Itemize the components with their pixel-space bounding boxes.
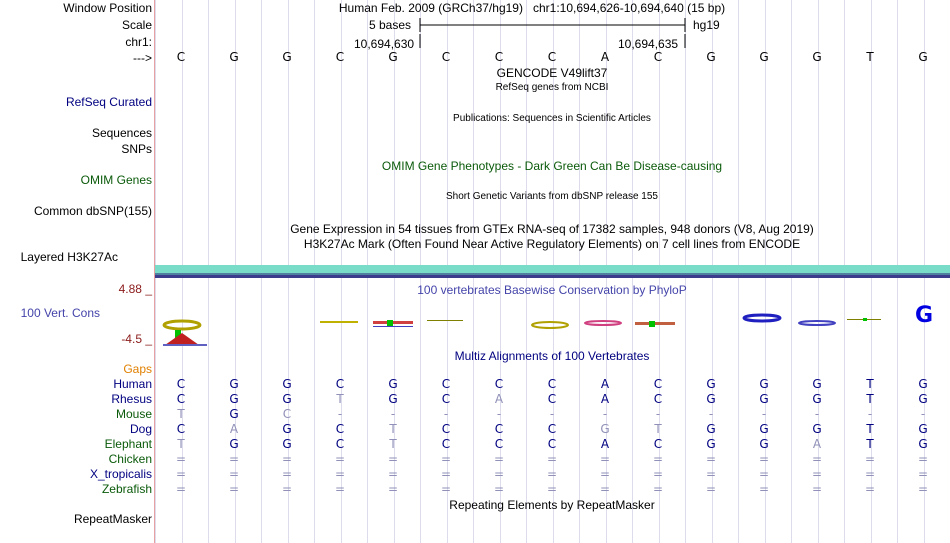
repeatmasker-label[interactable]: RepeatMasker [73,512,152,526]
alignment-base: T [177,437,185,451]
alignment-base: T [866,422,874,436]
reference-base: G [812,50,822,64]
alignment-base: = [758,452,770,466]
alignment-base: A [812,437,822,451]
track-label-column [0,0,154,543]
alignment-base: G [282,377,292,391]
alignment-base: T [177,407,185,421]
reference-base: C [547,50,557,64]
alignment-base: G [706,392,716,406]
alignment-base: A [600,377,610,391]
species-human-label: Human [113,377,152,391]
position-range: chr1:10,694,626-10,694,640 (15 bp) [532,1,726,15]
alignment-base: = [334,452,346,466]
alignment-base: C [494,377,504,391]
reference-base: G [918,50,928,64]
alignment-base: G [918,437,928,451]
h3k27ac-signal-bottom [155,275,950,278]
layered-h3k27ac-label[interactable]: Layered H3K27Ac [20,250,118,264]
alignment-base: G [918,392,928,406]
gtex-track-title[interactable]: Gene Expression in 54 tissues from GTEx RNA-seq of 17382 samples, 948 donors (V8, Aug 2019) [290,222,814,236]
alignment-base: C [547,392,557,406]
scale-bar-text: 5 bases [369,18,412,32]
alignment-base: T [389,437,397,451]
alignment-base: C [653,392,663,406]
alignment-base: = [334,482,346,496]
alignment-base: = [546,467,558,481]
publications-track-title[interactable]: Publications: Sequences in Scientific Articles [453,113,651,124]
alignment-base: = [228,482,240,496]
snps-label[interactable]: SNPs [121,142,152,156]
alignment-base: = [811,452,823,466]
alignment-base: G [918,422,928,436]
alignment-base: G [812,422,822,436]
reference-base: G [282,50,292,64]
alignment-base: = [864,452,876,466]
alignment-base: - [708,407,714,421]
alignment-base: = [387,452,399,466]
alignment-base: G [600,422,610,436]
species-rhesus-label: Rhesus [111,392,152,406]
alignment-base: = [228,467,240,481]
sequences-label[interactable]: Sequences [91,126,152,140]
alignment-base: = [387,482,399,496]
omim-genes-label[interactable]: OMIM Genes [80,173,152,187]
alignment-base: - [443,407,449,421]
alignment-base: A [600,437,610,451]
alignment-base: T [336,392,344,406]
alignment-base: = [493,452,505,466]
alignment-base: C [494,437,504,451]
alignment-base: G [759,422,769,436]
alignment-base: T [866,437,874,451]
alignment-base: T [866,392,874,406]
alignment-base: = [811,482,823,496]
dbsnp-track-title[interactable]: Short Genetic Variants from dbSNP release 155 [446,191,658,202]
species-elephant-label: Elephant [104,437,152,451]
species-xtropicalis-label: X_tropicalis [89,467,152,481]
alignment-base: = [281,452,293,466]
alignment-base: C [441,392,451,406]
reference-base: C [441,50,451,64]
h3k27ac-signal-top [155,265,950,273]
alignment-base: G [812,377,822,391]
alignment-base: = [175,482,187,496]
species-dog-label: Dog [129,422,152,436]
alignment-base: = [493,467,505,481]
alignment-base: = [705,482,717,496]
alignment-base: = [546,482,558,496]
alignment-base: = [281,482,293,496]
reference-base: C [335,50,345,64]
alignment-base: = [493,482,505,496]
alignment-base: C [547,422,557,436]
alignment-base: = [228,452,240,466]
alignment-base: T [389,422,397,436]
alignment-base: G [706,422,716,436]
cons-min-label: -4.5 _ [121,332,152,346]
alignment-base: G [229,437,239,451]
alignment-base: = [652,482,664,496]
alignment-base: = [599,482,611,496]
alignment-base: = [758,467,770,481]
repeatmasker-track-title[interactable]: Repeating Elements by RepeatMasker [449,498,655,512]
strand-arrow-label[interactable]: ---> [133,51,152,65]
alignment-base: = [599,452,611,466]
reference-base: C [494,50,504,64]
alignment-base: = [175,452,187,466]
alignment-base: A [229,422,239,436]
assembly-name: Human Feb. 2009 (GRCh37/hg19) [338,1,523,15]
alignment-base: = [440,467,452,481]
alignment-base: G [282,422,292,436]
alignment-base: = [440,482,452,496]
alignment-base: - [814,407,820,421]
alignment-base: C [441,377,451,391]
alignment-base: - [496,407,502,421]
chr-label: chr1: [125,35,152,49]
window-position-label: Window Position [63,1,152,15]
alignment-base: G [229,392,239,406]
coord-left: 10,694,630 [354,37,415,51]
scale-db-text: hg19 [693,18,720,32]
alignment-base: T [654,422,662,436]
common-dbsnp-label[interactable]: Common dbSNP(155) [33,204,152,218]
multiz-track-title[interactable]: Multiz Alignments of 100 Vertebrates [454,349,650,363]
scale-label: Scale [121,18,152,32]
alignment-base: = [652,467,664,481]
alignment-base: G [759,392,769,406]
alignment-base: G [812,392,822,406]
alignment-base: - [920,407,926,421]
reference-base: T [866,50,874,64]
alignment-base: G [759,377,769,391]
alignment-base: G [282,437,292,451]
alignment-base: = [705,467,717,481]
alignment-base: G [282,392,292,406]
alignment-base: = [864,467,876,481]
alignment-base: C [335,437,345,451]
alignment-base: G [229,377,239,391]
alignment-base: C [441,437,451,451]
alignment-base: C [653,437,663,451]
alignment-base: = [864,482,876,496]
species-chicken-label: Chicken [108,452,152,466]
alignment-base: = [917,452,929,466]
alignment-base: T [866,377,874,391]
alignment-base: C [176,422,186,436]
refseq-curated-label[interactable]: RefSeq Curated [65,95,152,109]
alignment-base: C [282,407,292,421]
alignment-base: C [335,422,345,436]
alignment-base: = [546,452,558,466]
species-mouse-label: Mouse [115,407,152,421]
alignment-base: = [652,452,664,466]
omim-track-title[interactable]: OMIM Gene Phenotypes - Dark Green Can Be Disease-causing [381,159,723,173]
alignment-base: = [705,452,717,466]
alignment-base: G [706,437,716,451]
alignment-base: - [337,407,343,421]
alignment-base: - [602,407,608,421]
alignment-base: = [917,467,929,481]
reference-base: C [176,50,186,64]
alignment-base: C [335,377,345,391]
reference-base: A [600,50,610,64]
phylop-logo [155,295,950,355]
svg-text:G: G [915,303,934,328]
alignment-base: = [758,482,770,496]
reference-base: G [706,50,716,64]
coord-right: 10,694,635 [618,37,679,51]
alignment-base: - [549,407,555,421]
alignment-base: G [706,377,716,391]
reference-base: G [388,50,398,64]
alignment-base: = [387,467,399,481]
alignment-base: = [175,467,187,481]
alignment-base: = [917,482,929,496]
alignment-base: A [494,392,504,406]
alignment-base: = [334,467,346,481]
alignment-base: C [547,377,557,391]
h3k27ac-track-title[interactable]: H3K27Ac Mark (Often Found Near Active Regulatory Elements) on 7 cell lines from ENCODE [303,237,801,251]
alignment-base: - [867,407,873,421]
alignment-base: C [494,422,504,436]
phylop-track-title[interactable]: 100 vertebrates Basewise Conservation by PhyloP [417,283,687,297]
alignment-base: G [918,377,928,391]
alignment-base: - [761,407,767,421]
alignment-base: C [176,377,186,391]
refseq-track-title[interactable]: RefSeq genes from NCBI [495,82,609,93]
gaps-label: Gaps [123,362,152,376]
alignment-base: G [388,377,398,391]
genome-browser-track-area[interactable] [155,0,950,543]
alignment-base: = [599,467,611,481]
alignment-base: C [653,377,663,391]
species-zebrafish-label: Zebrafish [101,482,152,496]
alignment-base: C [176,392,186,406]
alignment-base: - [655,407,661,421]
alignment-base: G [388,392,398,406]
cons-max-label: 4.88 _ [118,282,152,296]
alignment-base: C [441,422,451,436]
alignment-base: = [440,452,452,466]
reference-base: G [229,50,239,64]
alignment-base: G [759,437,769,451]
100-vert-cons-label[interactable]: 100 Vert. Cons [20,306,100,320]
reference-base: G [759,50,769,64]
alignment-base: - [390,407,396,421]
reference-base: C [653,50,663,64]
alignment-base: = [811,467,823,481]
alignment-base: G [229,407,239,421]
alignment-base: A [600,392,610,406]
alignment-base: C [547,437,557,451]
alignment-base: = [281,467,293,481]
gencode-track-title[interactable]: GENCODE V49lift37 [496,66,608,80]
